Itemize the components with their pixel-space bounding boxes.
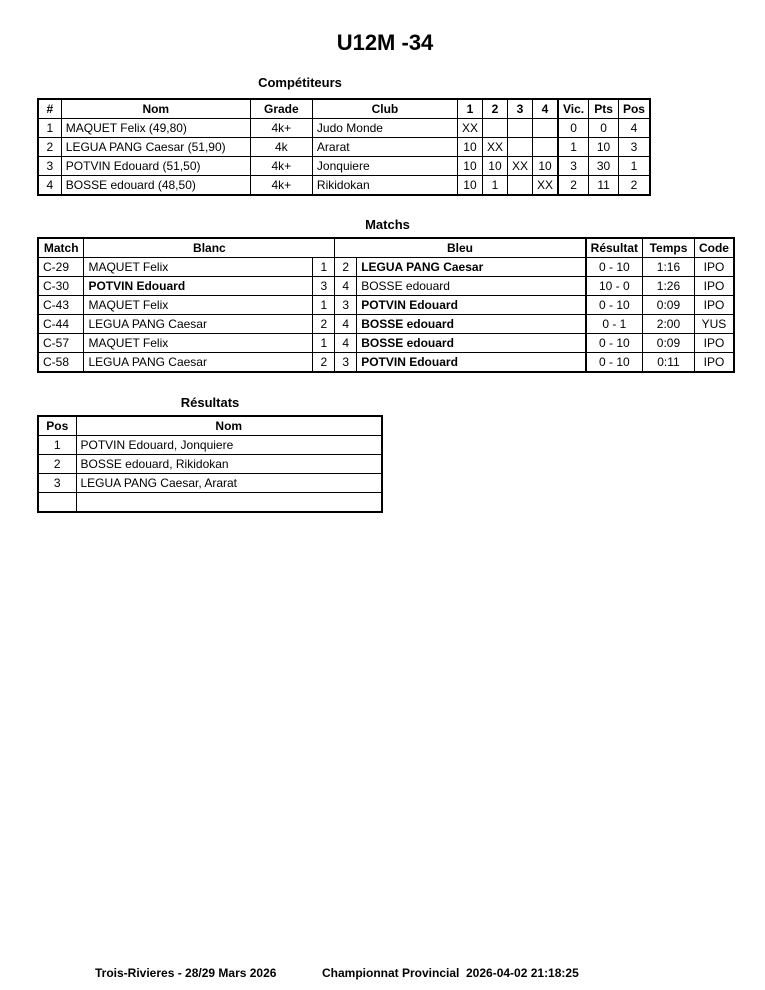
competitor-cell: 4k+ — [250, 119, 312, 138]
competitor-cell: 4 — [618, 119, 650, 138]
match-code: IPO — [694, 258, 734, 277]
competitors-heading: Compétiteurs — [258, 75, 342, 90]
result-name: POTVIN Edouard, Jonquiere — [76, 436, 382, 455]
competitor-cell: XX — [533, 176, 559, 196]
competitor-cell: 2 — [618, 176, 650, 196]
match-row — [38, 353, 734, 373]
results-table — [37, 415, 383, 513]
col-pos: Pos — [38, 416, 76, 436]
competitor-row — [38, 176, 650, 196]
match-code: IPO — [694, 353, 734, 373]
match-blue-number: 4 — [335, 334, 357, 353]
result-pos: 1 — [38, 436, 76, 455]
col-result: Résultat — [586, 238, 643, 258]
competitor-cell: 10 — [482, 157, 507, 176]
match-code: YUS — [694, 315, 734, 334]
result-pos — [38, 493, 76, 513]
competitor-cell: 11 — [589, 176, 619, 196]
match-blue-number: 2 — [335, 258, 357, 277]
match-id: C-29 — [38, 258, 84, 277]
match-code: IPO — [694, 296, 734, 315]
competitor-cell: 0 — [558, 119, 589, 138]
match-white-name: LEGUA PANG Caesar — [84, 353, 313, 373]
competitor-cell: Judo Monde — [312, 119, 457, 138]
competitors-header-cell: Vic. — [558, 99, 589, 119]
result-name: BOSSE edouard, Rikidokan — [76, 455, 382, 474]
result-row — [38, 436, 382, 455]
competitor-cell: 10 — [533, 157, 559, 176]
match-result: 0 - 10 — [586, 258, 643, 277]
match-row — [38, 296, 734, 315]
result-row — [38, 493, 382, 513]
competitor-cell: 10 — [457, 176, 482, 196]
competitor-cell: Rikidokan — [312, 176, 457, 196]
match-blue-number: 4 — [335, 277, 357, 296]
competitor-cell — [507, 176, 532, 196]
match-code: IPO — [694, 334, 734, 353]
match-blue-name: POTVIN Edouard — [357, 353, 586, 373]
match-id: C-57 — [38, 334, 84, 353]
competitor-cell: LEGUA PANG Caesar (51,90) — [61, 138, 250, 157]
competitor-cell: BOSSE edouard (48,50) — [61, 176, 250, 196]
col-match: Match — [38, 238, 84, 258]
match-row — [38, 277, 734, 296]
match-row — [38, 334, 734, 353]
competitor-cell — [533, 138, 559, 157]
match-result: 0 - 10 — [586, 353, 643, 373]
competitor-cell: XX — [482, 138, 507, 157]
competitor-cell: 10 — [457, 157, 482, 176]
col-white: Blanc — [84, 238, 335, 258]
competitor-cell: 3 — [558, 157, 589, 176]
match-blue-name: POTVIN Edouard — [357, 296, 586, 315]
competitor-cell: Jonquiere — [312, 157, 457, 176]
competitor-cell: XX — [507, 157, 532, 176]
match-white-number: 2 — [313, 353, 335, 373]
footer-venue: Trois-Rivieres - 28/29 Mars 2026 — [95, 966, 277, 980]
result-pos: 3 — [38, 474, 76, 493]
match-white-name: MAQUET Felix — [84, 258, 313, 277]
result-row — [38, 455, 382, 474]
match-result: 10 - 0 — [586, 277, 643, 296]
match-time: 2:00 — [643, 315, 695, 334]
match-white-name: MAQUET Felix — [84, 296, 313, 315]
match-white-number: 1 — [313, 334, 335, 353]
competitors-header-cell: Club — [312, 99, 457, 119]
match-white-number: 3 — [313, 277, 335, 296]
competitor-row — [38, 119, 650, 138]
competitor-cell: 2 — [38, 138, 61, 157]
competitor-cell: 1 — [482, 176, 507, 196]
match-result: 0 - 10 — [586, 334, 643, 353]
competitor-cell: 0 — [589, 119, 619, 138]
competitor-cell: POTVIN Edouard (51,50) — [61, 157, 250, 176]
match-time: 1:16 — [643, 258, 695, 277]
match-id: C-43 — [38, 296, 84, 315]
match-white-name: POTVIN Edouard — [84, 277, 313, 296]
col-name: Nom — [76, 416, 382, 436]
competitor-cell — [482, 119, 507, 138]
result-name — [76, 493, 382, 513]
match-result: 0 - 10 — [586, 296, 643, 315]
match-id: C-58 — [38, 353, 84, 373]
match-result: 0 - 1 — [586, 315, 643, 334]
match-time: 0:09 — [643, 334, 695, 353]
competitor-cell: 4k+ — [250, 157, 312, 176]
match-id: C-30 — [38, 277, 84, 296]
competitors-table — [37, 98, 651, 196]
competitor-cell: XX — [457, 119, 482, 138]
col-time: Temps — [643, 238, 695, 258]
result-name: LEGUA PANG Caesar, Ararat — [76, 474, 382, 493]
competitors-header-cell: Nom — [61, 99, 250, 119]
match-code: IPO — [694, 277, 734, 296]
match-blue-name: BOSSE edouard — [357, 334, 586, 353]
match-blue-name: LEGUA PANG Caesar — [357, 258, 586, 277]
result-pos: 2 — [38, 455, 76, 474]
competitor-cell: 2 — [558, 176, 589, 196]
match-white-number: 1 — [313, 296, 335, 315]
competitor-cell — [507, 119, 532, 138]
competitor-row — [38, 157, 650, 176]
competitor-cell: 1 — [38, 119, 61, 138]
competitors-header-cell: 1 — [457, 99, 482, 119]
match-blue-number: 3 — [335, 296, 357, 315]
competitors-header-cell: Grade — [250, 99, 312, 119]
competitors-header-cell: 2 — [482, 99, 507, 119]
competitor-cell: MAQUET Felix (49,80) — [61, 119, 250, 138]
competitor-cell — [507, 138, 532, 157]
col-code: Code — [694, 238, 734, 258]
match-time: 0:09 — [643, 296, 695, 315]
col-blue: Bleu — [335, 238, 586, 258]
matches-table — [37, 237, 735, 373]
competitor-cell: 3 — [38, 157, 61, 176]
match-time: 1:26 — [643, 277, 695, 296]
competitor-row — [38, 138, 650, 157]
footer-event: Championnat Provincial — [322, 966, 460, 980]
result-row — [38, 474, 382, 493]
page-title: U12M -34 — [336, 30, 434, 55]
match-row — [38, 258, 734, 277]
match-row — [38, 315, 734, 334]
competitor-cell: 4 — [38, 176, 61, 196]
competitors-header-cell: 3 — [507, 99, 532, 119]
match-time: 0:11 — [643, 353, 695, 373]
competitor-cell: 1 — [558, 138, 589, 157]
match-blue-number: 3 — [335, 353, 357, 373]
footer-timestamp: 2026-04-02 21:18:25 — [466, 966, 579, 980]
competitor-cell — [533, 119, 559, 138]
competitor-cell: Ararat — [312, 138, 457, 157]
competitors-header-cell: Pos — [618, 99, 650, 119]
match-blue-name: BOSSE edouard — [357, 315, 586, 334]
competitor-cell: 10 — [589, 138, 619, 157]
match-blue-number: 4 — [335, 315, 357, 334]
competitors-header-cell: 4 — [533, 99, 559, 119]
match-white-number: 1 — [313, 258, 335, 277]
competitor-cell: 4k — [250, 138, 312, 157]
competitor-cell: 30 — [589, 157, 619, 176]
match-id: C-44 — [38, 315, 84, 334]
competitor-cell: 3 — [618, 138, 650, 157]
results-heading: Résultats — [180, 395, 240, 410]
match-white-name: LEGUA PANG Caesar — [84, 315, 313, 334]
competitor-cell: 4k+ — [250, 176, 312, 196]
matches-heading: Matchs — [365, 217, 410, 232]
competitors-header-cell: Pts — [589, 99, 619, 119]
competitor-cell: 1 — [618, 157, 650, 176]
competitor-cell: 10 — [457, 138, 482, 157]
competitors-header-cell: # — [38, 99, 61, 119]
match-white-number: 2 — [313, 315, 335, 334]
match-white-name: MAQUET Felix — [84, 334, 313, 353]
match-blue-name: BOSSE edouard — [357, 277, 586, 296]
